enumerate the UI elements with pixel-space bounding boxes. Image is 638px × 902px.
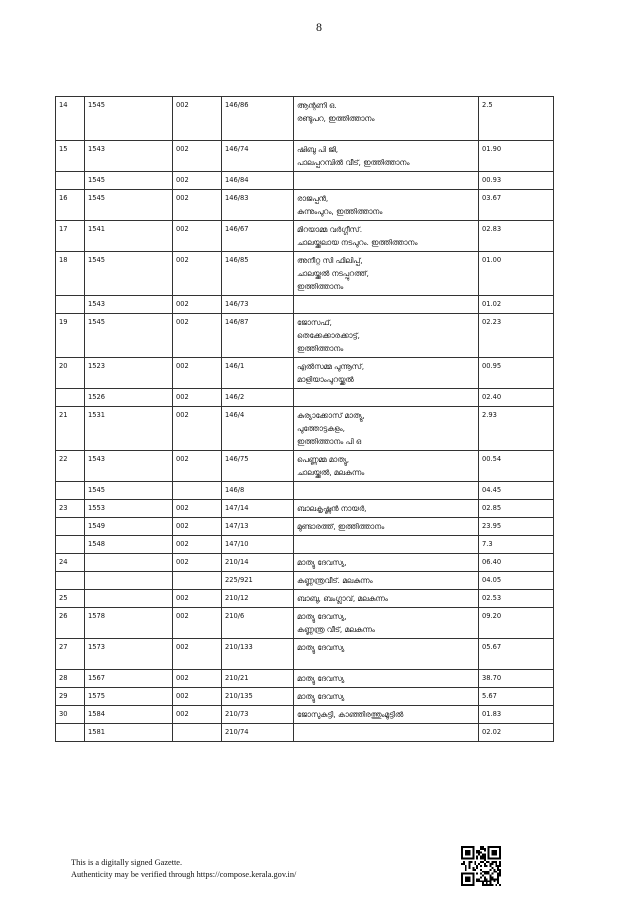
cell-col2: 002 (173, 670, 222, 688)
cell-sl: 19 (56, 314, 85, 358)
owner-line: ഇത്തിത്താനം (297, 344, 344, 353)
cell-owner (294, 706, 479, 724)
owner-line: രണ്ടുപറ, ഇത്തിത്താനം (297, 114, 375, 123)
cell-col1: 1553 (85, 500, 173, 518)
cell-col2: 002 (173, 518, 222, 536)
owner-line (297, 125, 475, 138)
cell-col1: 1549 (85, 518, 173, 536)
cell-col1: 1567 (85, 670, 173, 688)
cell-col3: 147/13 (222, 518, 294, 536)
cell-owner (294, 451, 479, 482)
cell-col3: 210/14 (222, 554, 294, 572)
owner-line: ജോസഫ്, (297, 318, 332, 327)
cell-owner (294, 572, 479, 590)
cell-col1: 1548 (85, 536, 173, 554)
cell-area: 5.67 (479, 688, 554, 706)
owner-line (297, 654, 475, 667)
owner-line: ബാബു, ബംഗ്ലാവ്, മലകുന്നം (297, 594, 388, 603)
cell-owner (294, 554, 479, 572)
cell-sl: 16 (56, 190, 85, 221)
cell-owner (294, 141, 479, 172)
cell-area: 2.93 (479, 407, 554, 451)
cell-col2: 002 (173, 688, 222, 706)
cell-sl (56, 172, 85, 190)
cell-area: 23.95 (479, 518, 554, 536)
cell-col2: 002 (173, 141, 222, 172)
cell-col3: 146/8 (222, 482, 294, 500)
owner-line: കുര്യാക്കോസ് മാത്യു, (297, 411, 365, 420)
cell-col1: 1523 (85, 358, 173, 389)
owner-line: മുണ്ടാരത്ത്, ഇത്തിത്താനം (297, 522, 385, 531)
cell-owner (294, 500, 479, 518)
cell-col3: 210/133 (222, 639, 294, 670)
cell-col2: 002 (173, 190, 222, 221)
cell-col1 (85, 554, 173, 572)
cell-col2: 002 (173, 500, 222, 518)
cell-col1: 1545 (85, 482, 173, 500)
cell-owner (294, 670, 479, 688)
cell-owner (294, 590, 479, 608)
table-row (56, 407, 554, 451)
cell-owner (294, 97, 479, 141)
cell-col3: 210/21 (222, 670, 294, 688)
owner-line: ചാലയ്ക്കൽ നടപ്പുറത്ത്, (297, 269, 369, 278)
cell-col3: 210/135 (222, 688, 294, 706)
cell-col1: 1543 (85, 296, 173, 314)
owner-line: മിറയാമ്മ വർഗ്ഗീസ്. (297, 225, 363, 234)
cell-owner (294, 358, 479, 389)
cell-col3: 146/87 (222, 314, 294, 358)
owner-line (297, 726, 475, 739)
cell-col1: 1545 (85, 252, 173, 296)
cell-area: 02.23 (479, 314, 554, 358)
owner-line: അനീറ്റ സി ഫിലിപ്പ്, (297, 256, 363, 265)
cell-owner (294, 221, 479, 252)
cell-sl: 21 (56, 407, 85, 451)
cell-col1: 1545 (85, 190, 173, 221)
cell-sl (56, 389, 85, 407)
cell-col3: 146/86 (222, 97, 294, 141)
cell-col2: 002 (173, 358, 222, 389)
cell-area: 09.20 (479, 608, 554, 639)
cell-col1: 1584 (85, 706, 173, 724)
table-row (56, 554, 554, 572)
cell-area: 02.53 (479, 590, 554, 608)
cell-col2: 002 (173, 554, 222, 572)
table-row (56, 590, 554, 608)
table-row (56, 518, 554, 536)
footer-line-signed: This is a digitally signed Gazette. (71, 858, 183, 867)
cell-col3: 146/67 (222, 221, 294, 252)
cell-owner (294, 639, 479, 670)
cell-area: 03.67 (479, 190, 554, 221)
cell-area: 02.02 (479, 724, 554, 742)
cell-col3: 146/1 (222, 358, 294, 389)
cell-sl: 20 (56, 358, 85, 389)
table-row (56, 572, 554, 590)
owner-line (297, 484, 475, 497)
owner-line: എൽസമ്മ പുന്നൂസ്, (297, 362, 365, 371)
cell-sl: 22 (56, 451, 85, 482)
owner-line: മാത്യു ദേവസ്യ, (297, 612, 347, 621)
cell-col1 (85, 590, 173, 608)
cell-col3: 147/10 (222, 536, 294, 554)
cell-owner (294, 172, 479, 190)
cell-col2: 002 (173, 314, 222, 358)
land-schedule-table (55, 96, 554, 742)
owner-line: പാലപ്പറമ്പിൽ വീട്, ഇത്തിത്താനം (297, 158, 410, 167)
owner-line: മാത്യു ദേവസ്യ (297, 692, 345, 701)
table-row (56, 221, 554, 252)
cell-col3: 210/6 (222, 608, 294, 639)
owner-line: പുത്തോട്ടകളം, (297, 424, 345, 433)
cell-sl: 15 (56, 141, 85, 172)
cell-area: 7.3 (479, 536, 554, 554)
cell-area: 00.54 (479, 451, 554, 482)
cell-owner (294, 190, 479, 221)
cell-sl: 25 (56, 590, 85, 608)
table-row (56, 482, 554, 500)
owner-line: തെക്കേക്കാരക്കാട്ട്, (297, 331, 360, 340)
table-row (56, 252, 554, 296)
owner-line: ചാലയ്ക്കലായ നടപുറം. ഇത്തിത്താനം (297, 238, 418, 247)
table-row (56, 358, 554, 389)
cell-col2: 002 (173, 590, 222, 608)
cell-area: 01.90 (479, 141, 554, 172)
cell-col2: 002 (173, 296, 222, 314)
cell-col3: 210/73 (222, 706, 294, 724)
table-row (56, 639, 554, 670)
owner-line: രാജപ്പൻ, (297, 194, 329, 203)
cell-col1: 1545 (85, 97, 173, 141)
cell-col3: 146/83 (222, 190, 294, 221)
cell-col3: 147/14 (222, 500, 294, 518)
cell-col3: 146/85 (222, 252, 294, 296)
cell-col2: 002 (173, 407, 222, 451)
owner-line: ചാലയ്ക്കൽ, മലകുന്നം (297, 468, 365, 477)
owner-line: ജോസുകുട്ടി, കാഞ്ഞിരത്തുംമൂട്ടിൽ (297, 710, 404, 719)
owner-line (297, 298, 475, 311)
cell-area: 02.85 (479, 500, 554, 518)
table-row (56, 608, 554, 639)
cell-sl: 27 (56, 639, 85, 670)
cell-owner (294, 518, 479, 536)
cell-owner (294, 688, 479, 706)
cell-owner (294, 407, 479, 451)
cell-sl (56, 536, 85, 554)
table-row (56, 172, 554, 190)
table-row (56, 314, 554, 358)
cell-area: 02.40 (479, 389, 554, 407)
cell-sl: 26 (56, 608, 85, 639)
owner-line: മാത്യു ദേവസ്യ, (297, 558, 347, 567)
cell-sl: 28 (56, 670, 85, 688)
cell-area: 01.83 (479, 706, 554, 724)
cell-area: 00.93 (479, 172, 554, 190)
table-row (56, 724, 554, 742)
cell-col3: 146/75 (222, 451, 294, 482)
cell-sl: 24 (56, 554, 85, 572)
cell-col3: 146/73 (222, 296, 294, 314)
cell-area: 01.02 (479, 296, 554, 314)
cell-area: 2.5 (479, 97, 554, 141)
cell-sl: 14 (56, 97, 85, 141)
table-row (56, 296, 554, 314)
owner-line: മാത്യു ദേവസ്യ (297, 643, 345, 652)
cell-area: 04.05 (479, 572, 554, 590)
table-row (56, 536, 554, 554)
owner-line: മാത്യു ദേവസ്യ (297, 674, 345, 683)
table-row (56, 190, 554, 221)
cell-col2: 002 (173, 252, 222, 296)
cell-sl (56, 518, 85, 536)
cell-col2: 002 (173, 389, 222, 407)
cell-sl (56, 572, 85, 590)
table-row (56, 688, 554, 706)
cell-sl (56, 724, 85, 742)
table-row (56, 97, 554, 141)
cell-col1: 1545 (85, 314, 173, 358)
table-row (56, 389, 554, 407)
cell-col2: 002 (173, 608, 222, 639)
cell-owner (294, 389, 479, 407)
cell-col2: 002 (173, 172, 222, 190)
cell-col2 (173, 482, 222, 500)
cell-col2: 002 (173, 639, 222, 670)
cell-area: 02.83 (479, 221, 554, 252)
owner-line: ഷിബു പി ജി, (297, 145, 339, 154)
cell-col2: 002 (173, 451, 222, 482)
cell-sl: 29 (56, 688, 85, 706)
cell-col1: 1575 (85, 688, 173, 706)
owner-line: കണ്ണന്ത്ര വീട്, മലകുന്നം (297, 625, 375, 634)
cell-col3: 146/4 (222, 407, 294, 451)
cell-col3: 146/74 (222, 141, 294, 172)
cell-area: 05.67 (479, 639, 554, 670)
cell-sl: 30 (56, 706, 85, 724)
cell-col3: 225/921 (222, 572, 294, 590)
cell-sl: 17 (56, 221, 85, 252)
owner-line: ബാലകൃഷ്ണൻ നായർ, (297, 504, 367, 513)
table-row (56, 670, 554, 688)
table-row (56, 706, 554, 724)
cell-owner (294, 252, 479, 296)
table-row (56, 451, 554, 482)
owner-line: കണ്ണന്ത്രവീട്. മലകുന്നം (297, 576, 373, 585)
cell-col1: 1543 (85, 141, 173, 172)
cell-col2: 002 (173, 97, 222, 141)
cell-col1: 1531 (85, 407, 173, 451)
cell-col3: 146/84 (222, 172, 294, 190)
owner-line (297, 391, 475, 404)
cell-col2: 002 (173, 221, 222, 252)
owner-line: ഇത്തിത്താനം (297, 282, 344, 291)
owner-line (297, 174, 475, 187)
cell-area: 04.45 (479, 482, 554, 500)
cell-col2: 002 (173, 536, 222, 554)
cell-owner (294, 536, 479, 554)
cell-area: 00.95 (479, 358, 554, 389)
owner-line: പെണ്ണമ്മ മാത്യു, (297, 455, 350, 464)
cell-col1 (85, 572, 173, 590)
page-number: 8 (316, 20, 322, 34)
footer-line-verify: Authenticity may be verified through https://compose.kerala.gov.in/ (71, 870, 297, 879)
owner-line: കുന്നുംപുറം, ഇത്തിത്താനം (297, 207, 383, 216)
cell-owner (294, 314, 479, 358)
owner-line (297, 538, 475, 551)
cell-area: 38.70 (479, 670, 554, 688)
cell-area: 06.40 (479, 554, 554, 572)
cell-col1: 1526 (85, 389, 173, 407)
cell-col3: 210/74 (222, 724, 294, 742)
cell-col1: 1578 (85, 608, 173, 639)
cell-col2 (173, 572, 222, 590)
cell-sl: 18 (56, 252, 85, 296)
cell-col1: 1541 (85, 221, 173, 252)
owner-line: മാളിയാംപുറയ്ക്കൽ (297, 375, 354, 384)
cell-owner (294, 724, 479, 742)
gazette-footer (71, 857, 296, 881)
table-row (56, 141, 554, 172)
cell-area: 01.00 (479, 252, 554, 296)
cell-sl: 23 (56, 500, 85, 518)
owner-line: ആന്റണി ഒ. (297, 101, 337, 110)
qr-code-icon (461, 846, 501, 886)
cell-col3: 146/2 (222, 389, 294, 407)
cell-col2: 002 (173, 706, 222, 724)
cell-sl (56, 482, 85, 500)
cell-owner (294, 296, 479, 314)
cell-owner (294, 482, 479, 500)
owner-line: ഇത്തിത്താനം പി ഒ (297, 437, 362, 446)
cell-col1: 1581 (85, 724, 173, 742)
table-row (56, 500, 554, 518)
cell-col1: 1543 (85, 451, 173, 482)
cell-col1: 1573 (85, 639, 173, 670)
cell-col1: 1545 (85, 172, 173, 190)
cell-col3: 210/12 (222, 590, 294, 608)
cell-col2 (173, 724, 222, 742)
cell-owner (294, 608, 479, 639)
cell-sl (56, 296, 85, 314)
